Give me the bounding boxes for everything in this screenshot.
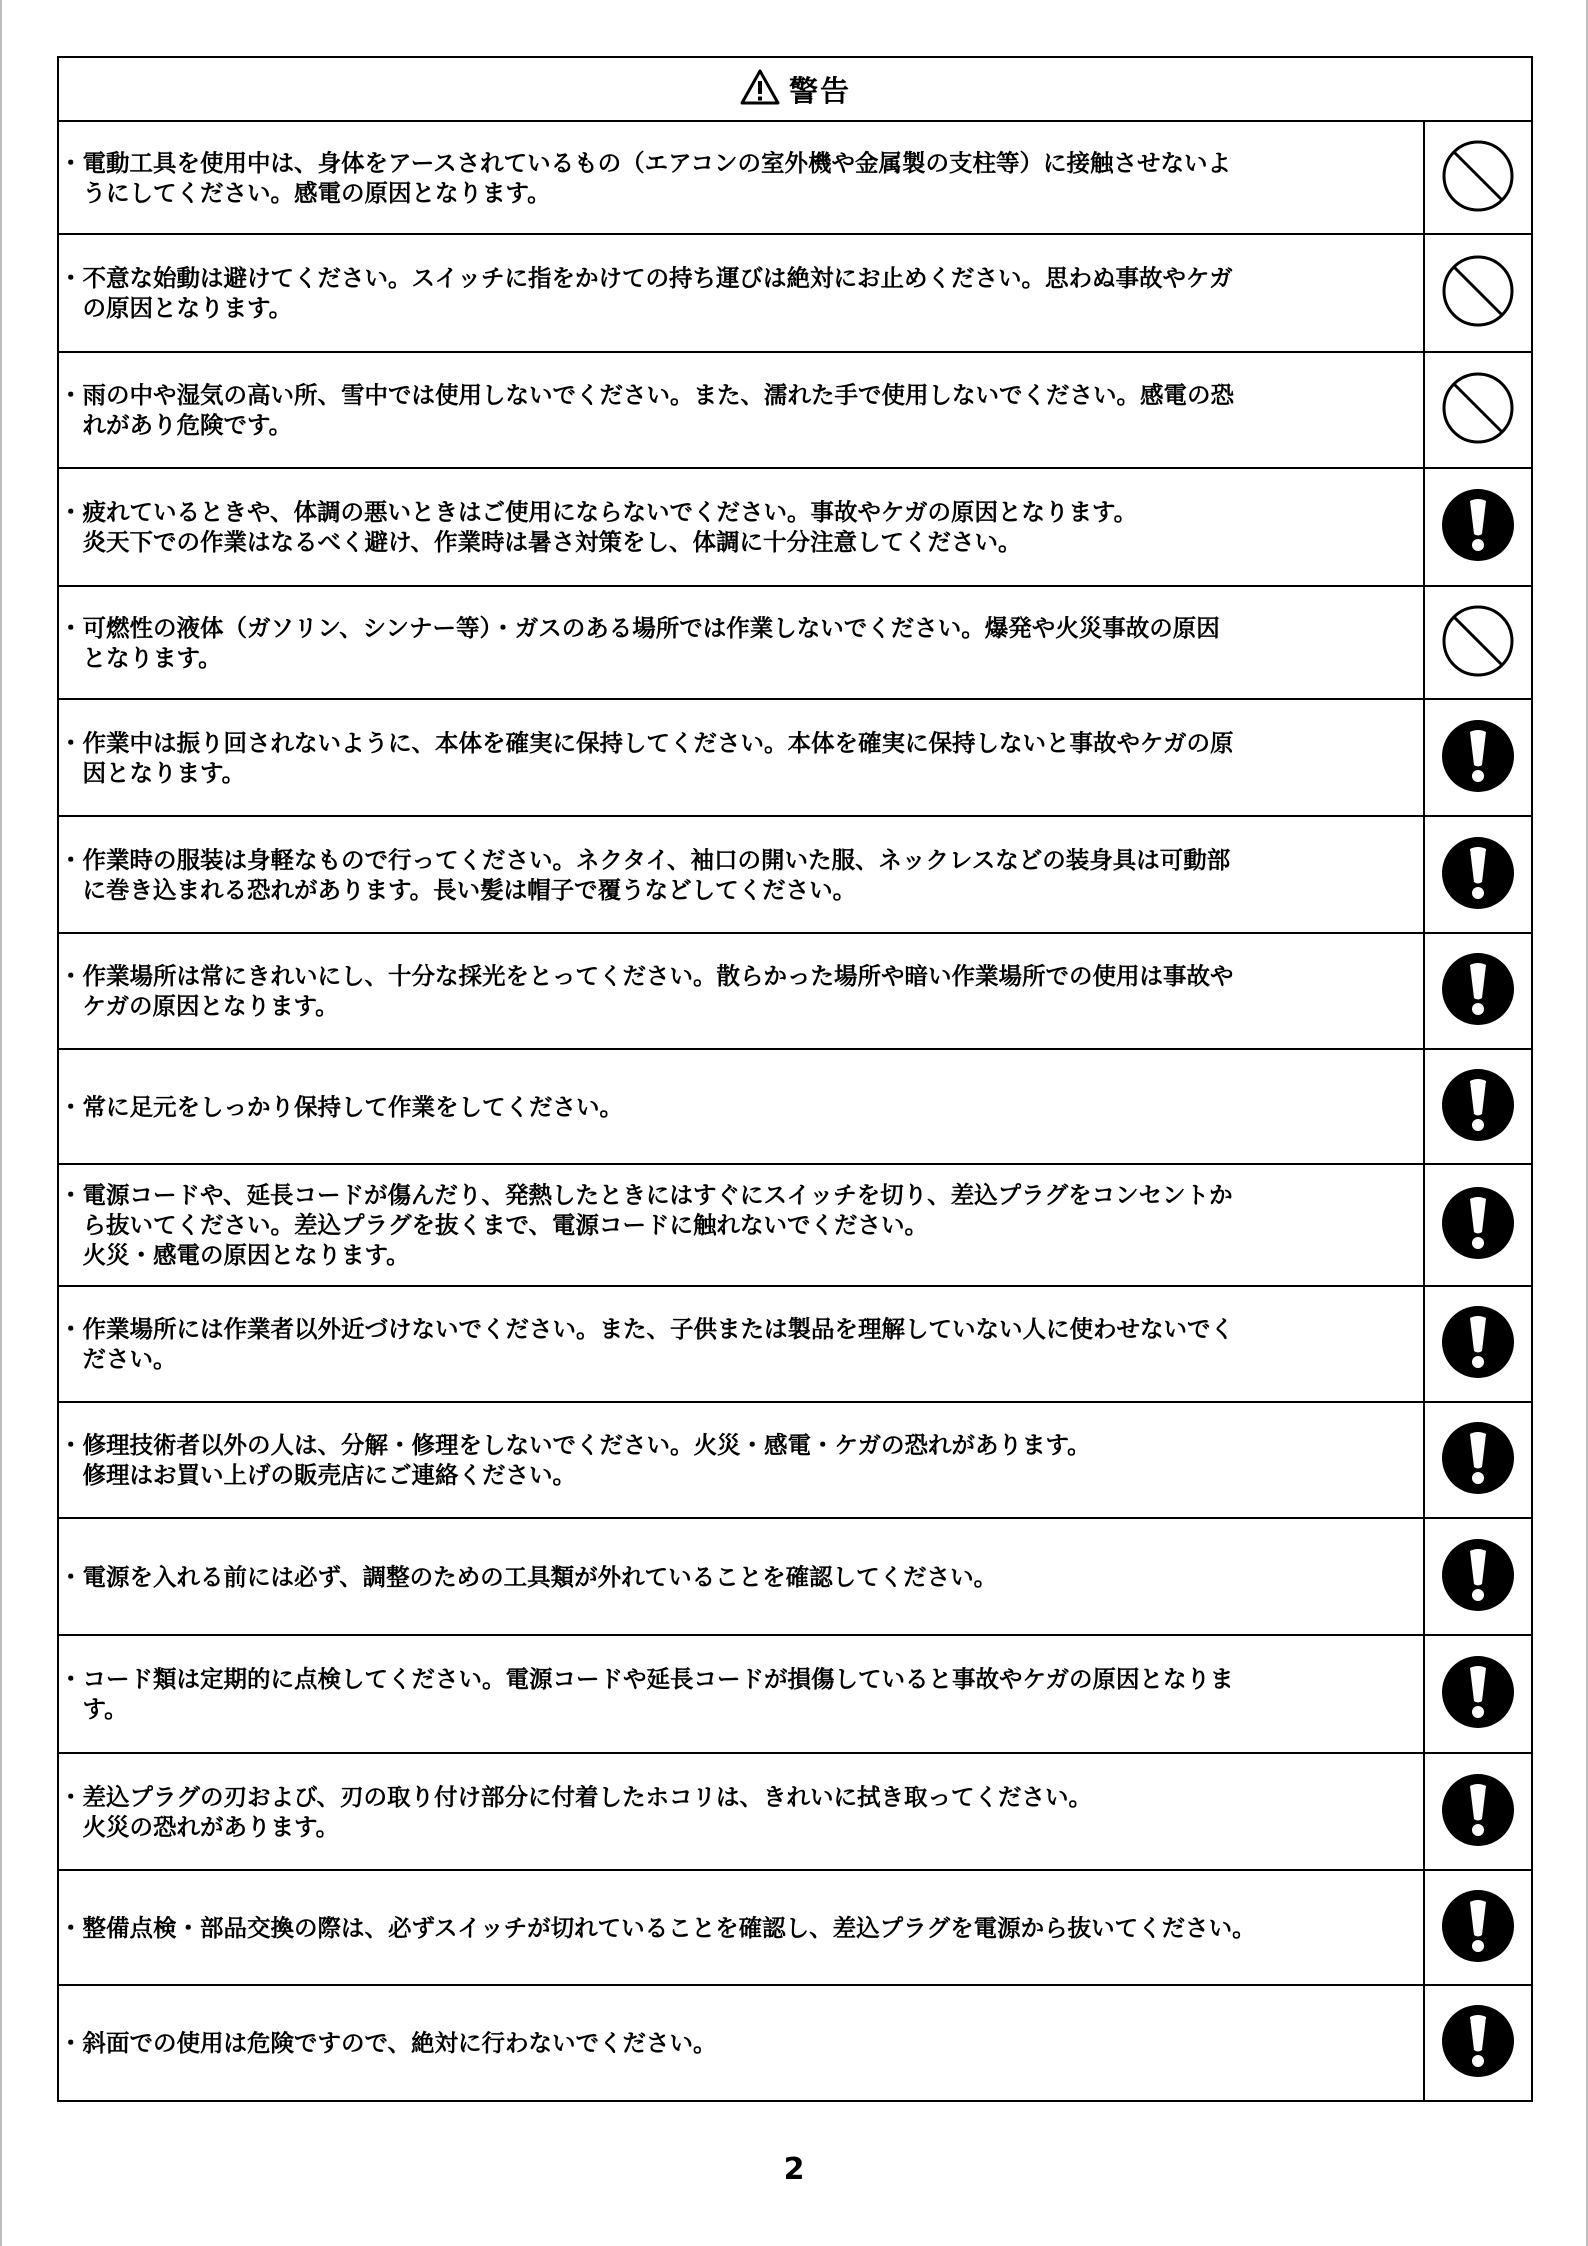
warning-lines bbox=[83, 613, 1423, 673]
warning-row bbox=[58, 1164, 1532, 1286]
warning-text-cell bbox=[58, 1985, 1424, 2101]
warning-lines bbox=[83, 1562, 1423, 1592]
mandatory-icon bbox=[1440, 951, 1516, 1031]
mandatory-icon bbox=[1440, 1772, 1516, 1852]
warning-row bbox=[58, 1753, 1532, 1870]
warning-text-cell bbox=[58, 1164, 1424, 1286]
warning-text-cell bbox=[58, 121, 1424, 234]
prohibition-icon bbox=[1440, 253, 1516, 333]
bullet: ・ bbox=[59, 845, 83, 874]
warning-row bbox=[58, 234, 1532, 352]
bullet: ・ bbox=[59, 2029, 83, 2057]
warning-text-cell bbox=[58, 586, 1424, 699]
warning-item bbox=[59, 613, 1423, 673]
mandatory-icon bbox=[1440, 1067, 1516, 1147]
bullet: ・ bbox=[59, 1181, 83, 1209]
warning-icon-cell bbox=[1424, 816, 1532, 933]
warning-row bbox=[58, 468, 1532, 586]
warning-text-line: うにしてください。感電の原因となります。 bbox=[82, 178, 551, 207]
warning-item bbox=[59, 263, 1423, 323]
mandatory-icon bbox=[1440, 1654, 1516, 1734]
warning-lines bbox=[83, 728, 1423, 788]
warning-text-line: の原因となります。 bbox=[82, 294, 293, 322]
warning-header-row bbox=[58, 57, 1532, 121]
warning-row bbox=[58, 352, 1532, 468]
warning-text-line: れがあり危険です。 bbox=[82, 411, 293, 439]
warning-row bbox=[58, 1635, 1532, 1753]
warning-item bbox=[59, 1180, 1423, 1270]
page-number: 2 bbox=[783, 2152, 805, 2187]
warning-text-line: 常に足元をしっかり保持して作業をしてください。 bbox=[82, 1092, 623, 1121]
mandatory-icon bbox=[1440, 487, 1516, 567]
warning-item bbox=[59, 845, 1423, 905]
warning-icon-cell bbox=[1424, 1402, 1532, 1518]
warning-icon-cell bbox=[1424, 1635, 1532, 1753]
warning-text-line: 斜面での使用は危険ですので、絶対に行わないでください。 bbox=[82, 2029, 717, 2057]
warning-text-cell bbox=[58, 1402, 1424, 1518]
warning-triangle-icon bbox=[739, 68, 781, 110]
warning-item bbox=[59, 1562, 1423, 1592]
warning-text-line: となります。 bbox=[82, 643, 222, 672]
warning-lines bbox=[83, 148, 1423, 208]
warning-text-line: 雨の中や湿気の高い所、雪中では使用しないでください。また、濡れた手で使用しないでください。感電の恐 bbox=[82, 381, 1234, 409]
warning-item bbox=[59, 1430, 1423, 1490]
warning-icon-cell bbox=[1424, 1870, 1532, 1985]
warning-item bbox=[59, 1782, 1423, 1842]
warning-row bbox=[58, 1049, 1532, 1164]
mandatory-icon bbox=[1440, 1537, 1516, 1617]
warning-text-line: 作業中は振り回されないように、本体を確実に保持してください。本体を確実に保持しないと事故やケガの原 bbox=[82, 728, 1234, 757]
warning-row bbox=[58, 1870, 1532, 1985]
bullet: ・ bbox=[59, 1092, 83, 1121]
warning-lines bbox=[83, 1664, 1423, 1724]
warning-row bbox=[58, 1518, 1532, 1635]
warning-text-line: 電源を入れる前には必ず、調整のための工具類が外れていることを確認してください。 bbox=[82, 1562, 998, 1591]
bullet: ・ bbox=[59, 1315, 83, 1343]
warning-icon-cell bbox=[1424, 1164, 1532, 1286]
warning-text-line: コード類は定期的に点検してください。電源コードや延長コードが損傷していると事故やケガの原因となりま bbox=[82, 1665, 1234, 1693]
warning-text-line: 整備点検・部品交換の際は、必ずスイッチが切れていることを確認し、差込プラグを電源から抜いてください。 bbox=[82, 1913, 1256, 1942]
warning-icon-cell bbox=[1424, 352, 1532, 468]
mandatory-icon bbox=[1440, 1304, 1516, 1384]
warning-icon-cell bbox=[1424, 121, 1532, 234]
bullet: ・ bbox=[59, 728, 83, 757]
warning-text-line: に巻き込まれる恐れがあります。長い髪は帽子で覆うなどしてください。 bbox=[82, 875, 857, 904]
warning-text-line: 可燃性の液体（ガソリン、シンナー等）・ガスのある場所では作業しないでください。爆発や火災事故の原因 bbox=[82, 613, 1220, 642]
bullet: ・ bbox=[59, 264, 83, 292]
warning-text-line: 疲れているときや、体調の悪いときはご使用にならないでください。事故やケガの原因となります。 bbox=[82, 498, 1138, 526]
warning-row bbox=[58, 1402, 1532, 1518]
warning-icon-cell bbox=[1424, 1286, 1532, 1402]
warning-item bbox=[59, 961, 1423, 1021]
warning-text-line: 火災・感電の原因となります。 bbox=[82, 1241, 410, 1269]
warning-text-cell bbox=[58, 1870, 1424, 1985]
warning-icon-cell bbox=[1424, 234, 1532, 352]
bullet: ・ bbox=[59, 381, 83, 409]
warning-text-line: 火災の恐れがあります。 bbox=[82, 1812, 340, 1841]
prohibition-icon bbox=[1440, 603, 1516, 683]
bullet: ・ bbox=[59, 1431, 83, 1459]
warning-lines bbox=[83, 1092, 1423, 1122]
warning-text-line: ださい。 bbox=[82, 1345, 177, 1373]
warning-text-line: 差込プラグの刃および、刃の取り付け部分に付着したホコリは、きれいに拭き取ってください。 bbox=[82, 1782, 1093, 1811]
warning-text-line: 修理はお買い上げの販売店にご連絡ください。 bbox=[82, 1461, 576, 1489]
warning-text-cell bbox=[58, 1286, 1424, 1402]
warning-text-line: 因となります。 bbox=[82, 758, 246, 787]
warning-text-line: 修理技術者以外の人は、分解・修理をしないでください。火災・感電・ケガの恐れがあります。 bbox=[82, 1431, 1091, 1459]
warning-item bbox=[59, 1664, 1423, 1724]
warning-icon-cell bbox=[1424, 1518, 1532, 1635]
warning-text-line: 電動工具を使用中は、身体をアースされているもの（エアコンの室外機や金属製の支柱等）に接触させないよ bbox=[82, 148, 1231, 177]
warning-row bbox=[58, 933, 1532, 1049]
mandatory-icon bbox=[1440, 1420, 1516, 1500]
warning-lines bbox=[83, 263, 1423, 323]
warning-text-cell bbox=[58, 1635, 1424, 1753]
warning-row bbox=[58, 816, 1532, 933]
warning-item bbox=[59, 1092, 1423, 1122]
bullet: ・ bbox=[59, 498, 83, 526]
warning-table bbox=[57, 56, 1533, 2102]
warning-icon-cell bbox=[1424, 1985, 1532, 2101]
warning-lines bbox=[83, 845, 1423, 905]
warning-row bbox=[58, 121, 1532, 234]
warning-text-cell bbox=[58, 352, 1424, 468]
warning-text-line: 作業場所は常にきれいにし、十分な採光をとってください。散らかった場所や暗い作業場所での使用は事故や bbox=[82, 962, 1234, 990]
warning-text-cell bbox=[58, 933, 1424, 1049]
warning-text-cell bbox=[58, 1518, 1424, 1635]
warning-item bbox=[59, 728, 1423, 788]
warning-item bbox=[59, 1913, 1423, 1943]
warning-row bbox=[58, 1985, 1532, 2101]
warning-text-cell bbox=[58, 1753, 1424, 1870]
mandatory-icon bbox=[1440, 1888, 1516, 1968]
warning-text-cell bbox=[58, 468, 1424, 586]
warning-text-line: 作業時の服装は身軽なもので行ってください。ネクタイ、袖口の開いた服、ネックレスなどの装身具は可動部 bbox=[82, 845, 1231, 874]
mandatory-icon bbox=[1440, 1185, 1516, 1265]
mandatory-icon bbox=[1440, 718, 1516, 798]
warning-icon-cell bbox=[1424, 699, 1532, 816]
warning-text-line: 作業場所には作業者以外近づけないでください。また、子供または製品を理解していない人に使わせないでく bbox=[82, 1315, 1234, 1343]
warning-lines bbox=[83, 497, 1423, 557]
warning-icon-cell bbox=[1424, 468, 1532, 586]
warning-icon-cell bbox=[1424, 1049, 1532, 1164]
warning-item bbox=[59, 148, 1423, 208]
warning-lines bbox=[83, 2028, 1423, 2058]
bullet: ・ bbox=[59, 962, 83, 990]
page-frame-left bbox=[0, 0, 2, 2246]
warning-text-cell bbox=[58, 234, 1424, 352]
warning-row bbox=[58, 586, 1532, 699]
warning-lines bbox=[83, 1180, 1423, 1270]
mandatory-icon bbox=[1440, 2003, 1516, 2083]
warning-text-cell bbox=[58, 699, 1424, 816]
warning-text-cell bbox=[58, 1049, 1424, 1164]
bullet: ・ bbox=[59, 1562, 83, 1591]
warning-item bbox=[59, 1314, 1423, 1374]
bullet: ・ bbox=[59, 148, 83, 177]
warning-text-cell bbox=[58, 816, 1424, 933]
warning-lines bbox=[83, 1314, 1423, 1374]
bullet: ・ bbox=[59, 1782, 83, 1811]
warning-lines bbox=[83, 961, 1423, 1021]
mandatory-icon bbox=[1440, 835, 1516, 915]
prohibition-icon bbox=[1440, 138, 1516, 218]
bullet: ・ bbox=[59, 1913, 83, 1942]
warning-icon-cell bbox=[1424, 1753, 1532, 1870]
bullet: ・ bbox=[59, 1665, 83, 1693]
warning-icon-cell bbox=[1424, 933, 1532, 1049]
warning-text-line: ら抜いてください。差込プラグを抜くまで、電源コードに触れないでください。 bbox=[82, 1211, 929, 1239]
warning-title: 警告 bbox=[788, 73, 851, 108]
warning-lines bbox=[83, 1782, 1423, 1842]
warning-item bbox=[59, 497, 1423, 557]
warning-text-line: 不意な始動は避けてください。スイッチに指をかけての持ち運びは絶対にお止めください。思わぬ事故やケガ bbox=[82, 264, 1233, 292]
warning-header bbox=[58, 57, 1532, 121]
warning-item bbox=[59, 380, 1423, 440]
warning-text-line: 炎天下での作業はなるべく避け、作業時は暑さ対策をし、体調に十分注意してください。 bbox=[82, 528, 1022, 556]
warning-icon-cell bbox=[1424, 586, 1532, 699]
warning-row bbox=[58, 1286, 1532, 1402]
warning-lines bbox=[83, 1430, 1423, 1490]
warning-row bbox=[58, 699, 1532, 816]
warning-text-line: 電源コードや、延長コードが傷んだり、発熱したときにはすぐにスイッチを切り、差込プラグをコンセントか bbox=[82, 1181, 1233, 1209]
warning-lines bbox=[83, 380, 1423, 440]
warning-lines bbox=[83, 1913, 1423, 1943]
bullet: ・ bbox=[59, 613, 83, 642]
warning-text-line: す。 bbox=[82, 1695, 128, 1723]
prohibition-icon bbox=[1440, 370, 1516, 450]
warning-item bbox=[59, 2028, 1423, 2058]
warning-text-line: ケガの原因となります。 bbox=[82, 992, 339, 1020]
